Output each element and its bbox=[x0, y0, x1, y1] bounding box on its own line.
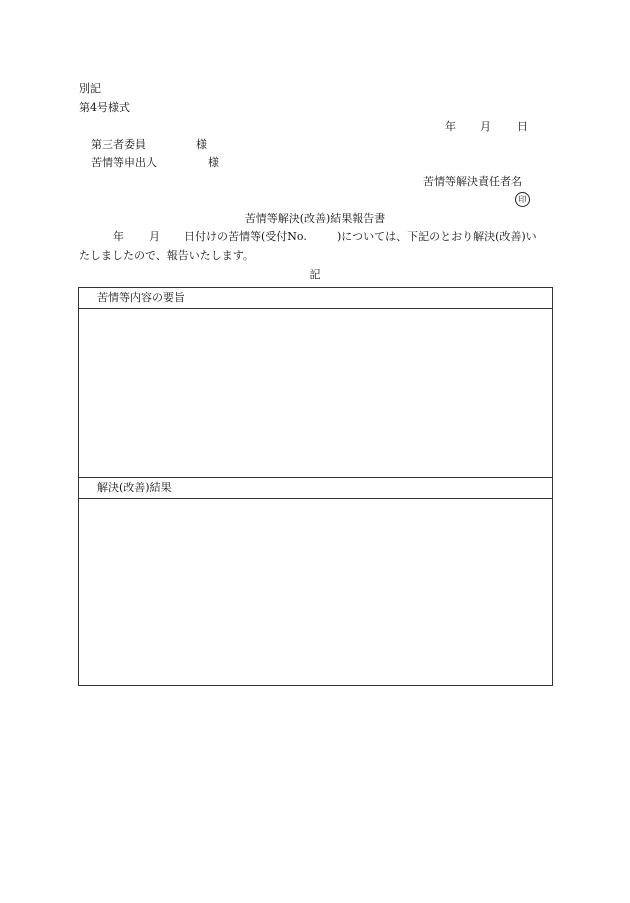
body-text-part2: )については、下記のとおり解決(改善)い bbox=[337, 230, 537, 243]
addressee-honorific: 様 bbox=[196, 138, 207, 151]
summary-header-row bbox=[79, 288, 552, 309]
responsible-person-label: 苦情等解決責任者名 bbox=[423, 175, 522, 188]
date-month-label: 月 bbox=[480, 120, 491, 133]
date-year-label: 年 bbox=[445, 120, 456, 133]
appendix-label: 別記 bbox=[79, 82, 101, 95]
date-day-label: 日 bbox=[517, 120, 528, 133]
result-header-row bbox=[79, 477, 552, 499]
document-title: 苦情等解決(改善)結果報告書 bbox=[244, 212, 386, 225]
body-year-label: 年 bbox=[113, 230, 124, 243]
form-number: 第4号様式 bbox=[79, 101, 130, 114]
body-text-part1: 日付けの苦情等(受付No. bbox=[184, 230, 307, 243]
summary-label: 苦情等内容の要旨 bbox=[97, 291, 185, 304]
seal-mark: 印 bbox=[515, 192, 530, 207]
body-line-2: たしましたので、報告いたします。 bbox=[79, 249, 254, 262]
summary-input-area[interactable] bbox=[79, 309, 552, 477]
report-form-table bbox=[78, 287, 553, 686]
body-month-label: 月 bbox=[149, 230, 160, 243]
addressee-honorific: 様 bbox=[208, 156, 219, 169]
result-label: 解決(改善)結果 bbox=[97, 481, 172, 494]
result-input-area[interactable] bbox=[79, 499, 552, 685]
ki-heading: 記 bbox=[309, 268, 321, 281]
addressee-complainant: 苦情等申出人 bbox=[91, 156, 157, 169]
addressee-third-party-committee: 第三者委員 bbox=[91, 138, 146, 151]
